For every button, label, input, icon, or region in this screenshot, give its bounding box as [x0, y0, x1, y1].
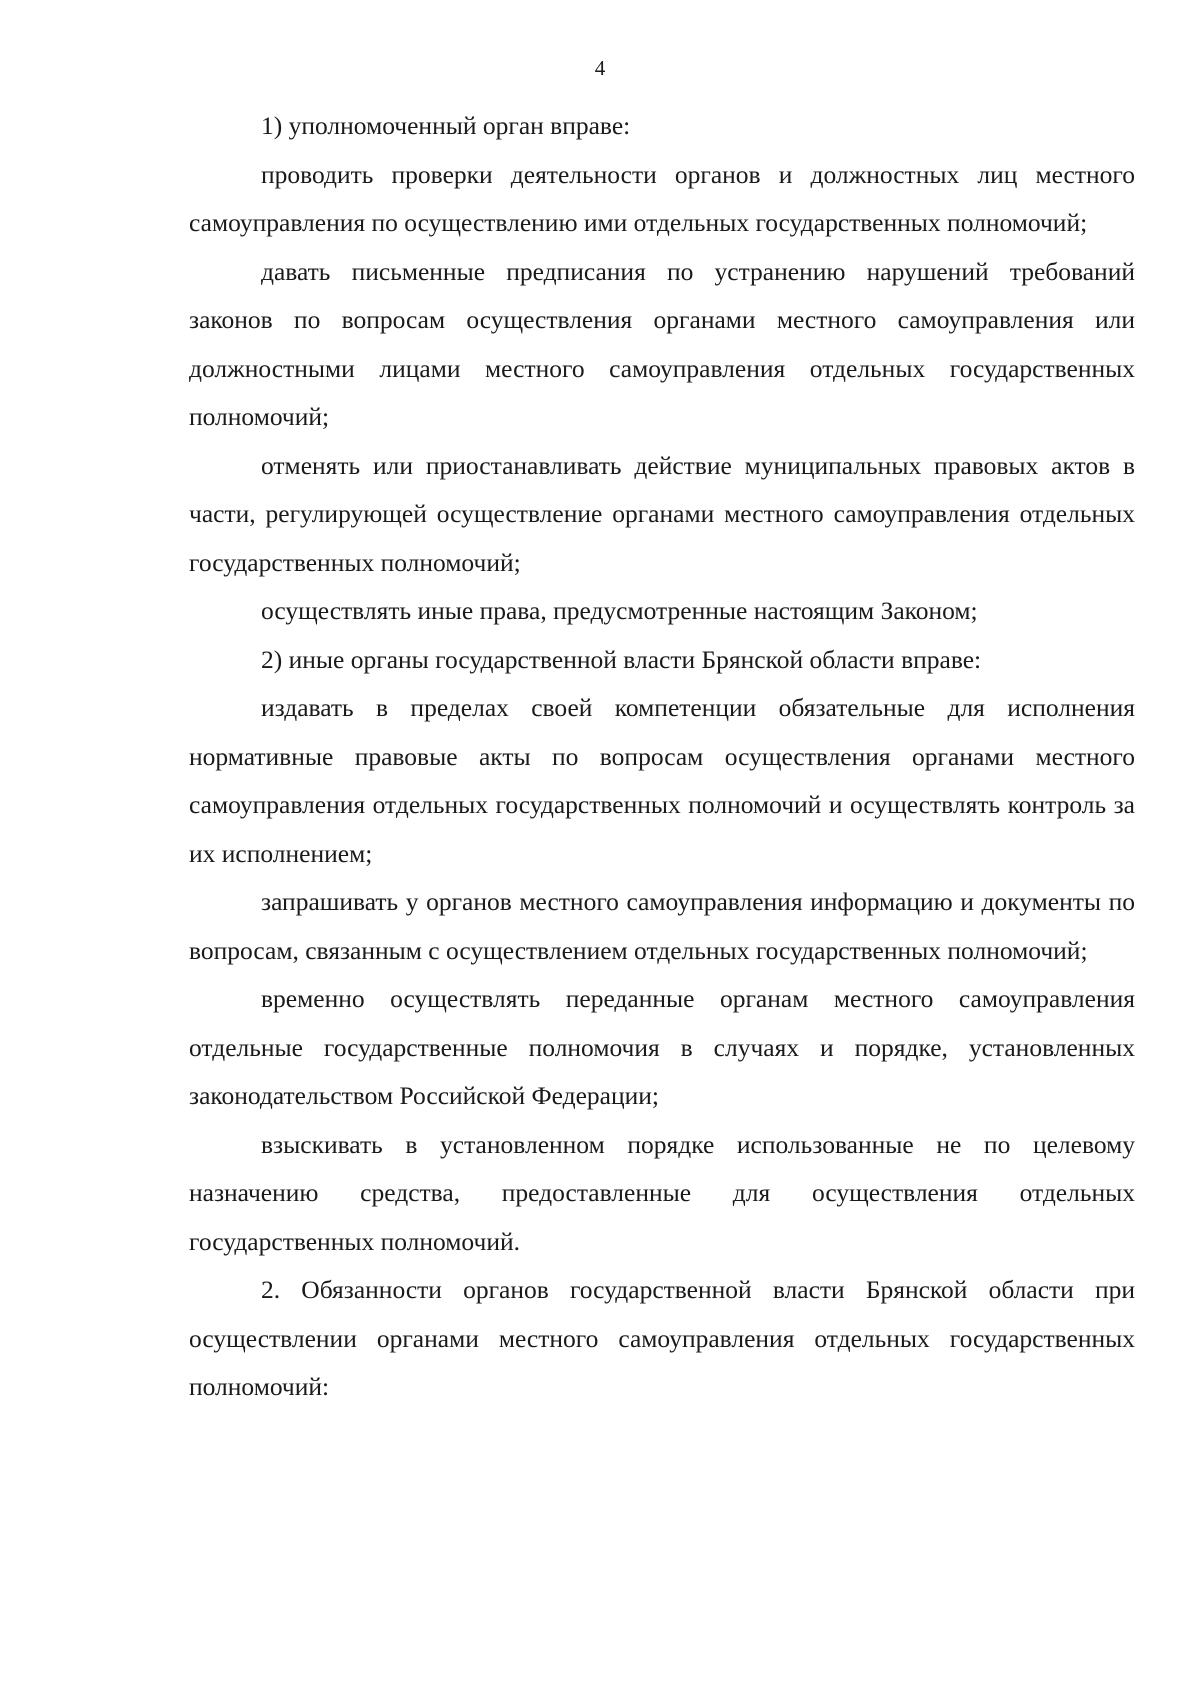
paragraph: проводить проверки деятельности органов и должностных лиц местного самоуправления по осуществлению ими отдельных государственных полномочий; — [189, 159, 1135, 237]
paragraph: осуществлять иные права, предусмотренные настоящим Законом; — [261, 596, 978, 625]
paragraph: издавать в пределах своей компетенции обязательные для исполнения нормативные правовые акты по вопросам осуществления органами местного самоуправления отдельных государственных полномочий и осуществлять контроль за их исполнением; — [189, 693, 1135, 868]
paragraph: 2) иные органы государственной власти Брянской области вправе: — [261, 644, 982, 674]
paragraph: запрашивать у органов местного самоуправления информацию и документы по вопросам, связанным с осуществлением отдельных государственных полномочий; — [189, 887, 1135, 965]
paragraph: отменять или приостанавливать действие муниципальных правовых актов в части, регулирующей осуществление органами местного самоуправления отдельных государственных полномочий; — [189, 450, 1135, 577]
paragraph: временно осуществлять переданные органам местного самоуправления отдельные государственные полномочия в случаях и порядке, установленных законодательством Российской Федерации; — [189, 984, 1135, 1110]
paragraph: 1) уполномоченный орган вправе: — [261, 111, 631, 140]
paragraph: 2. Обязанности органов государственной власти Брянской области при осуществлении органами местного самоуправления отдельных государственных полномочий: — [189, 1275, 1135, 1401]
paragraph: давать письменные предписания по устранению нарушений требований законов по вопросам осуществления органами местного самоуправления или должностными лицами местного самоуправления отдельных государственных полномочий; — [189, 256, 1135, 431]
page-number: 4 — [594, 56, 606, 80]
paragraph: взыскивать в установленном порядке использованные не по целевому назначению средства, предоставленные для осуществления отдельных государственных полномочий. — [189, 1129, 1135, 1256]
document-body — [189, 102, 1135, 1412]
